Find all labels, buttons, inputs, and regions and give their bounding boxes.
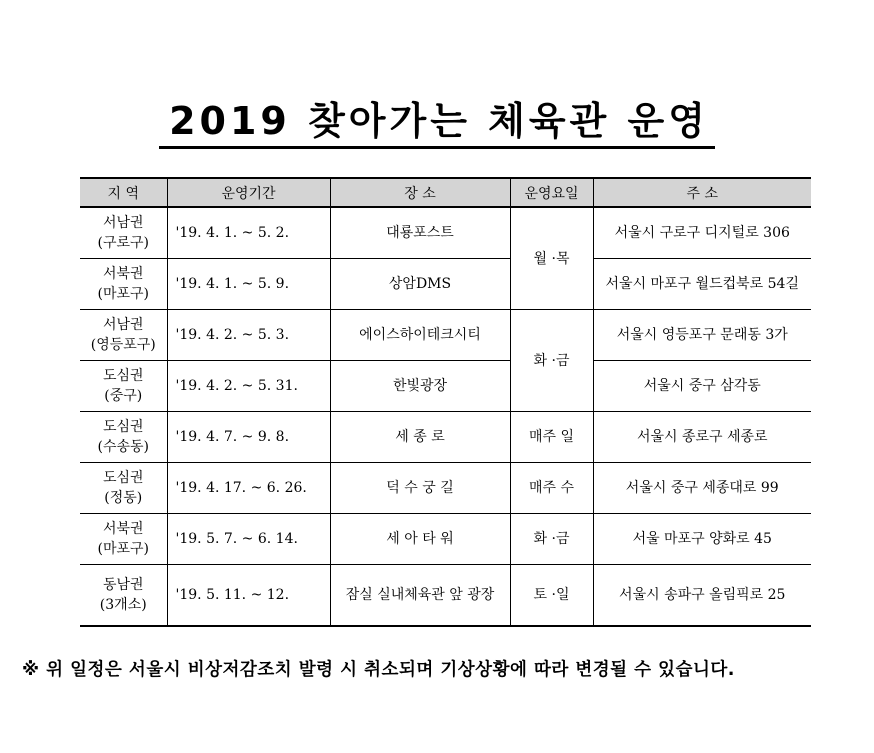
days-cell: 매주 수 <box>510 463 593 514</box>
region-cell <box>80 207 167 259</box>
table-row <box>80 207 811 259</box>
region-name: 서남권 <box>102 317 144 333</box>
period-cell: '19. 4. 2. ~ 5. 31. <box>167 361 330 412</box>
region-name: 서남권 <box>102 215 144 231</box>
header-region: 지 역 <box>80 178 167 207</box>
place-cell: 에이스하이테크시티 <box>330 310 510 361</box>
region-name: 도심권 <box>102 419 144 435</box>
region-name: 서북권 <box>102 521 144 537</box>
region-cell <box>80 514 167 565</box>
region-sub: (3개소) <box>99 597 147 613</box>
place-cell: 세 아 타 워 <box>330 514 510 565</box>
address-cell: 서울시 중구 삼각동 <box>593 361 811 412</box>
region-sub: (중구) <box>104 388 143 404</box>
document-title-wrap <box>0 96 874 149</box>
table-row <box>80 361 811 412</box>
table-row <box>80 514 811 565</box>
region-cell <box>80 361 167 412</box>
place-cell: 세 종 로 <box>330 412 510 463</box>
document-title: 2019 찾아가는 체육관 운영 <box>159 96 715 149</box>
table-row <box>80 259 811 310</box>
period-cell: '19. 4. 2. ~ 5. 3. <box>167 310 330 361</box>
region-sub: (정동) <box>104 490 143 506</box>
address-cell: 서울시 송파구 올림픽로 25 <box>593 565 811 627</box>
place-cell: 상암DMS <box>330 259 510 310</box>
region-name: 도심권 <box>102 470 144 486</box>
table-row <box>80 412 811 463</box>
address-cell: 서울시 구로구 디지털로 306 <box>593 207 811 259</box>
region-sub: (마포구) <box>97 541 149 557</box>
region-sub: (영등포구) <box>90 337 156 353</box>
address-cell: 서울시 중구 세종대로 99 <box>593 463 811 514</box>
period-cell: '19. 4. 17. ~ 6. 26. <box>167 463 330 514</box>
header-place: 장 소 <box>330 178 510 207</box>
table-row <box>80 565 811 627</box>
place-cell: 한빛광장 <box>330 361 510 412</box>
table-row <box>80 463 811 514</box>
place-cell: 잠실 실내체육관 앞 광장 <box>330 565 510 627</box>
schedule-table <box>80 177 811 627</box>
region-cell <box>80 565 167 627</box>
period-cell: '19. 4. 7. ~ 9. 8. <box>167 412 330 463</box>
days-cell: 화 ·금 <box>510 310 593 412</box>
region-sub: (마포구) <box>97 286 149 302</box>
days-cell: 월 ·목 <box>510 207 593 310</box>
region-name: 도심권 <box>102 368 144 384</box>
days-cell: 토 ·일 <box>510 565 593 627</box>
region-name: 서북권 <box>102 266 144 282</box>
days-cell: 매주 일 <box>510 412 593 463</box>
days-cell: 화 ·금 <box>510 514 593 565</box>
place-cell: 덕 수 궁 길 <box>330 463 510 514</box>
region-sub: (수송동) <box>97 439 149 455</box>
footnote: ※ 위 일정은 서울시 비상저감조치 발령 시 취소되며 기상상황에 따라 변경될 수 있습니다. <box>22 660 735 680</box>
region-name: 동남권 <box>102 577 144 593</box>
header-period: 운영기간 <box>167 178 330 207</box>
header-address: 주 소 <box>593 178 811 207</box>
header-days: 운영요일 <box>510 178 593 207</box>
region-cell <box>80 259 167 310</box>
period-cell: '19. 4. 1. ~ 5. 9. <box>167 259 330 310</box>
place-cell: 대룡포스트 <box>330 207 510 259</box>
region-cell <box>80 310 167 361</box>
period-cell: '19. 4. 1. ~ 5. 2. <box>167 207 330 259</box>
address-cell: 서울 마포구 양화로 45 <box>593 514 811 565</box>
region-cell <box>80 463 167 514</box>
period-cell: '19. 5. 11. ~ 12. <box>167 565 330 627</box>
region-cell <box>80 412 167 463</box>
address-cell: 서울시 영등포구 문래동 3가 <box>593 310 811 361</box>
table-row <box>80 310 811 361</box>
address-cell: 서울시 종로구 세종로 <box>593 412 811 463</box>
period-cell: '19. 5. 7. ~ 6. 14. <box>167 514 330 565</box>
address-cell: 서울시 마포구 월드컵북로 54길 <box>593 259 811 310</box>
region-sub: (구로구) <box>97 235 149 251</box>
table-header-row <box>80 178 811 207</box>
